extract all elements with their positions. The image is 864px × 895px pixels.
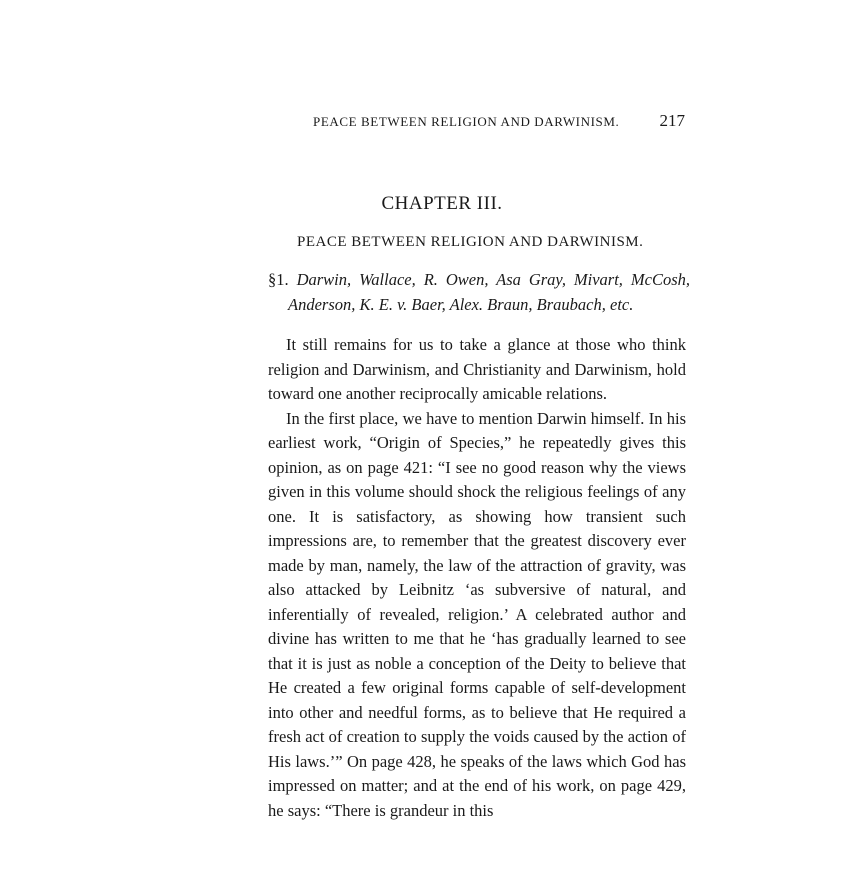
section-number: §1.	[268, 270, 289, 289]
paragraph-1: It still remains for us to take a glance at those who think religion and Darwinism, and Christianity and Darwinism, hold toward one another reciprocally amicable relations.	[268, 335, 686, 403]
running-title: PEACE BETWEEN RELIGION AND DARWINISM.	[313, 114, 620, 129]
chapter-heading	[0, 193, 864, 215]
chapter-title: CHAPTER III.	[381, 193, 503, 214]
section-names	[268, 268, 690, 317]
chapter-subtitle: PEACE BETWEEN RELIGION AND DARWINISM.	[297, 234, 644, 250]
running-head	[313, 111, 685, 130]
section-names-text: Darwin, Wallace, R. Owen, Asa Gray, Mivart, McCosh, Anderson, K. E. v. Baer, Alex. Braun, Braubach, etc.	[288, 270, 690, 314]
section-heading	[268, 268, 690, 317]
page-number: 217	[659, 111, 685, 130]
paragraph-2: In the first place, we have to mention Darwin himself. In his earliest work, “Origin of Species,” he repeatedly gives this opinion, as on page 421: “I see no good reason why the views given in this volume should shock the religious feelings of any one. It is satisfactory, as showing how transient such impressions are, to remember that the greatest discovery ever made by man, namely, the law of the attraction of gravity, was also attacked by Leibnitz ‘as subversive of natural, and inferentially of revealed, religion.’ A celebrated author and divine has written to me that he ‘has gradually learned to see that it is just as noble a conception of the Deity to believe that He created a few original forms capable of self-development into other and needful forms, as to believe that He required a fresh act of creation to supply the voids caused by the action of His laws.’” On page 428, he speaks of the laws which God has impressed on matter; and at the end of his work, on page 429, he says: “There is grandeur in this	[268, 408, 686, 820]
body-text	[268, 333, 686, 823]
